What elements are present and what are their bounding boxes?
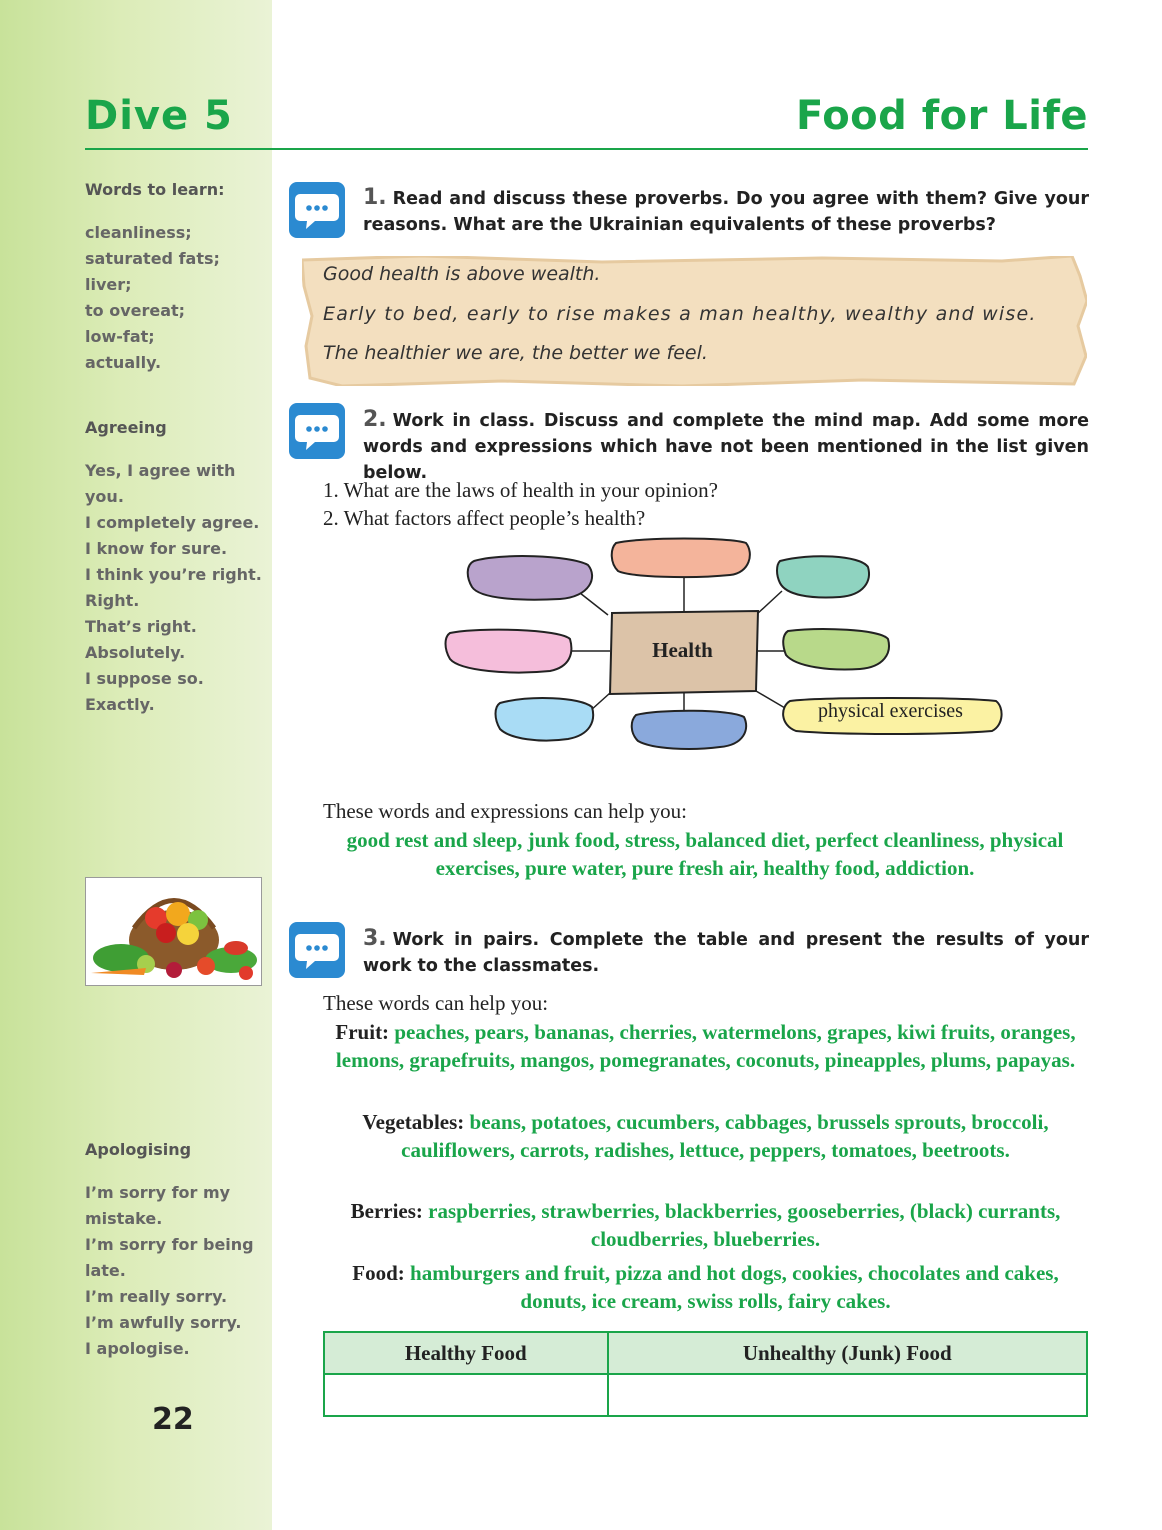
word-item: actually.	[85, 353, 162, 372]
agreeing-item: That’s right.	[85, 617, 197, 636]
agreeing-item: I know for sure.	[85, 539, 228, 558]
table-header-healthy: Healthy Food	[324, 1332, 608, 1374]
agreeing-item: you.	[85, 487, 124, 506]
exercise-instruction: Work in class. Discuss and complete the mind map. Add some more words and expressions which have not been mentioned in the list given below.	[363, 411, 1089, 483]
word-item: saturated fats;	[85, 249, 220, 268]
word-group-words: peaches, pears, bananas, cherries, watermelons, grapes, kiwi fruits, oranges, lemons, grapefruits, mangos, pomegranates, coconuts, pineapples, plums, papayas.	[335, 1020, 1076, 1072]
apologising-item: I’m sorry for my	[85, 1183, 231, 1202]
exercise-3-task	[363, 926, 1089, 979]
exercise-number: 1.	[363, 185, 387, 210]
proverb-line: Good health is above wealth.	[323, 263, 601, 285]
word-item: to overeat;	[85, 301, 186, 320]
exercise-instruction: Read and discuss these proverbs. Do you agree with them? Give your reasons. What are the Ukrainian equivalents of these proverbs?	[363, 189, 1089, 235]
speech-bubble-icon	[289, 403, 345, 459]
word-group-words: beans, potatoes, cucumbers, cabbages, brussels sprouts, broccoli, cauliflowers, carrots, radishes, lettuce, peppers, tomatoes, beetroots.	[401, 1110, 1049, 1162]
question-line: 1. What are the laws of health in your opinion?	[323, 478, 719, 502]
apologising-item: I apologise.	[85, 1339, 190, 1358]
apologising-item: mistake.	[85, 1209, 163, 1228]
apologising-item: I’m really sorry.	[85, 1287, 228, 1306]
agreeing-item: I completely agree.	[85, 513, 260, 532]
agreeing-item: Exactly.	[85, 695, 155, 714]
apologising-item: I’m sorry for being	[85, 1235, 254, 1254]
word-item: liver;	[85, 275, 132, 294]
apologising-item: late.	[85, 1261, 126, 1280]
speech-bubble-icon	[289, 922, 345, 978]
exercise-instruction: Work in pairs. Complete the table and present the results of your work to the classmates.	[363, 930, 1089, 976]
speech-bubble-icon	[289, 182, 345, 238]
word-item: cleanliness;	[85, 223, 192, 242]
mind-map-center-label: Health	[652, 638, 713, 662]
words-to-learn-heading: Words to learn:	[85, 180, 225, 199]
agreeing-item: Right.	[85, 591, 140, 610]
mind-map-example-label: physical exercises	[818, 700, 963, 722]
word-group-berries	[323, 1197, 1088, 1253]
word-group-label: Berries:	[350, 1199, 423, 1223]
food-table	[323, 1331, 1088, 1417]
proverb-line: Early to bed, early to rise makes a man healthy, wealthy and wise.	[323, 303, 1037, 325]
word-group-words: raspberries, strawberries, blackberries, gooseberries, (black) currants, cloudberries, blueberries.	[428, 1199, 1061, 1251]
unit-title: Dive 5	[85, 93, 233, 139]
word-group-label: Food:	[352, 1261, 405, 1285]
apologising-block	[85, 1137, 265, 1362]
words-to-learn-block	[85, 177, 265, 376]
question-line: 2. What factors affect people’s health?	[323, 506, 646, 530]
word-group-fruit	[323, 1018, 1088, 1074]
table-cell-healthy[interactable]	[324, 1374, 608, 1416]
word-group-label: Vegetables:	[362, 1110, 465, 1134]
exercise-number: 3.	[363, 926, 387, 951]
exercise-1-task	[363, 185, 1089, 238]
agreeing-heading: Agreeing	[85, 418, 167, 437]
page-number: 22	[152, 1402, 194, 1437]
word-group-words: hamburgers and fruit, pizza and hot dogs, cookies, chocolates and cakes, donuts, ice cream, swiss rolls, fairy cakes.	[410, 1261, 1059, 1313]
page-title: Food for Life	[796, 93, 1088, 139]
apologising-item: I’m awfully sorry.	[85, 1313, 242, 1332]
help-intro: These words and expressions can help you:	[323, 799, 687, 823]
exercise-number: 2.	[363, 407, 387, 432]
agreeing-item: I suppose so.	[85, 669, 204, 688]
fruit-basket-image	[85, 877, 262, 986]
word-group-label: Fruit:	[335, 1020, 390, 1044]
word-group-food	[323, 1259, 1088, 1315]
help-words: good rest and sleep, junk food, stress, balanced diet, perfect cleanliness, physical exercises, pure water, pure fresh air, healthy food, addiction.	[346, 828, 1064, 880]
agreeing-item: I think you’re right.	[85, 565, 262, 584]
agreeing-item: Yes, I agree with	[85, 461, 236, 480]
table-cell-unhealthy[interactable]	[608, 1374, 1087, 1416]
exercise-2-task	[363, 407, 1089, 486]
table-header-unhealthy: Unhealthy (Junk) Food	[608, 1332, 1087, 1374]
agreeing-item: Absolutely.	[85, 643, 186, 662]
help-intro: These words can help you:	[323, 991, 549, 1015]
header-divider	[85, 148, 1088, 150]
agreeing-block	[85, 415, 265, 718]
word-group-vegetables	[323, 1108, 1088, 1164]
apologising-heading: Apologising	[85, 1140, 192, 1159]
word-item: low-fat;	[85, 327, 155, 346]
proverb-line: The healthier we are, the better we feel.	[323, 342, 708, 364]
